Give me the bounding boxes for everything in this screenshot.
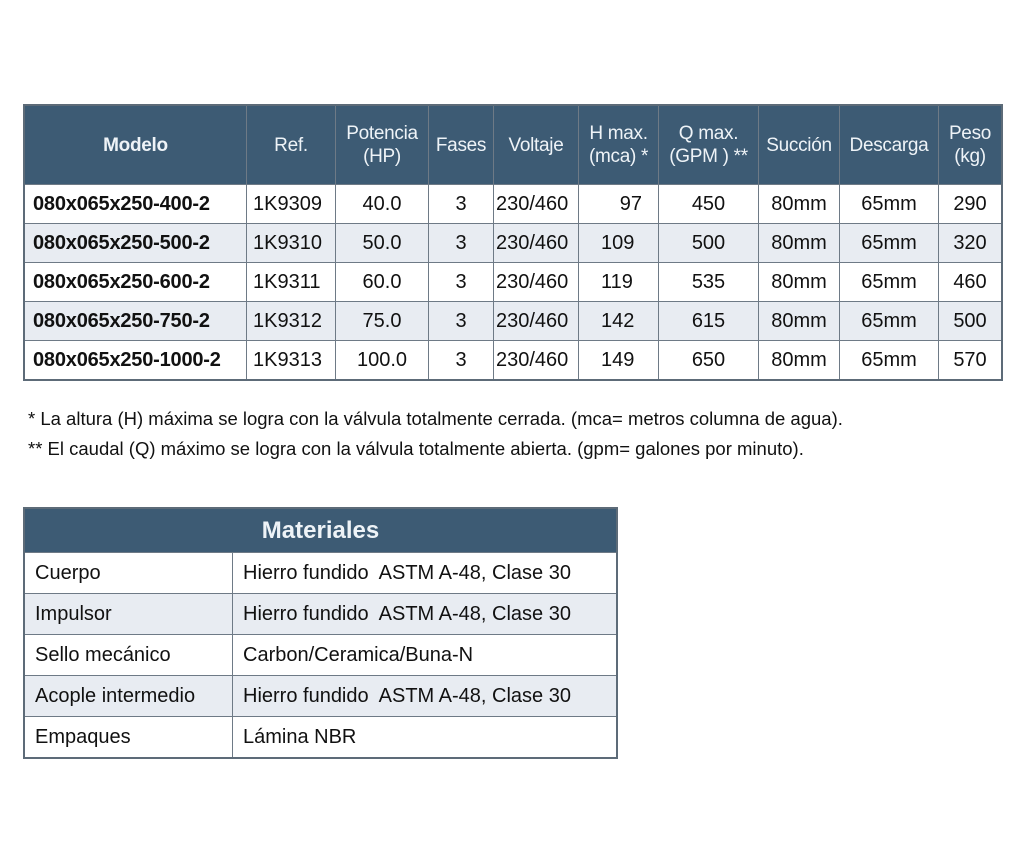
cell-hmax: 142: [579, 302, 659, 341]
header-modelo: Modelo: [24, 105, 247, 185]
cell-succion: 80mm: [759, 341, 840, 381]
cell-potencia: 40.0: [336, 185, 429, 224]
cell-succion: 80mm: [759, 263, 840, 302]
cell-part: Empaques: [24, 717, 233, 759]
cell-modelo: 080x065x250-500-2: [24, 224, 247, 263]
cell-part: Acople intermedio: [24, 676, 233, 717]
cell-succion: 80mm: [759, 224, 840, 263]
footnote-hmax: * La altura (H) máxima se logra con la válvula totalmente cerrada. (mca= metros columna de agua).: [28, 408, 843, 429]
cell-potencia: 100.0: [336, 341, 429, 381]
cell-part: Cuerpo: [24, 553, 233, 594]
cell-ref: 1K9312: [247, 302, 336, 341]
table-row: [24, 635, 617, 676]
cell-fases: 3: [429, 224, 494, 263]
cell-succion: 80mm: [759, 302, 840, 341]
cell-descarga: 65mm: [840, 302, 939, 341]
cell-succion: 80mm: [759, 185, 840, 224]
cell-fases: 3: [429, 302, 494, 341]
cell-voltaje: 230/460: [494, 263, 579, 302]
cell-hmax: 149: [579, 341, 659, 381]
cell-fases: 3: [429, 341, 494, 381]
cell-qmax: 650: [659, 341, 759, 381]
table-row: [24, 676, 617, 717]
cell-part: Impulsor: [24, 594, 233, 635]
cell-hmax: 97: [579, 185, 659, 224]
cell-part: Sello mecánico: [24, 635, 233, 676]
cell-material: Hierro fundido ASTM A-48, Clase 30: [233, 594, 618, 635]
cell-descarga: 65mm: [840, 341, 939, 381]
cell-ref: 1K9313: [247, 341, 336, 381]
cell-peso: 320: [939, 224, 1003, 263]
cell-modelo: 080x065x250-600-2: [24, 263, 247, 302]
cell-voltaje: 230/460: [494, 302, 579, 341]
cell-ref: 1K9310: [247, 224, 336, 263]
cell-qmax: 535: [659, 263, 759, 302]
cell-peso: 460: [939, 263, 1003, 302]
cell-voltaje: 230/460: [494, 224, 579, 263]
table-row: [24, 594, 617, 635]
header-voltaje: Voltaje: [494, 105, 579, 185]
cell-qmax: 450: [659, 185, 759, 224]
cell-descarga: 65mm: [840, 185, 939, 224]
cell-potencia: 60.0: [336, 263, 429, 302]
table-row: [24, 224, 1002, 263]
cell-descarga: 65mm: [840, 263, 939, 302]
header-qmax: Q max. (GPM ) **: [659, 105, 759, 185]
table-row: [24, 717, 617, 759]
cell-hmax: 119: [579, 263, 659, 302]
table-row: [24, 341, 1002, 381]
table-row: [24, 553, 617, 594]
header-succion: Succión: [759, 105, 840, 185]
table-row: [24, 263, 1002, 302]
cell-fases: 3: [429, 263, 494, 302]
cell-qmax: 500: [659, 224, 759, 263]
cell-hmax: 109: [579, 224, 659, 263]
header-peso: Peso (kg): [939, 105, 1003, 185]
header-descarga: Descarga: [840, 105, 939, 185]
cell-material: Hierro fundido ASTM A-48, Clase 30: [233, 553, 618, 594]
spec-header-row: [24, 105, 1002, 185]
cell-descarga: 65mm: [840, 224, 939, 263]
header-potencia: Potencia (HP): [336, 105, 429, 185]
cell-modelo: 080x065x250-1000-2: [24, 341, 247, 381]
cell-potencia: 75.0: [336, 302, 429, 341]
footnotes: [28, 404, 843, 464]
materials-title: Materiales: [24, 508, 617, 553]
cell-voltaje: 230/460: [494, 341, 579, 381]
cell-potencia: 50.0: [336, 224, 429, 263]
table-row: [24, 302, 1002, 341]
header-ref: Ref.: [247, 105, 336, 185]
header-hmax: H max. (mca) *: [579, 105, 659, 185]
footnote-qmax: ** El caudal (Q) máximo se logra con la válvula totalmente abierta. (gpm= galones por minuto).: [28, 438, 804, 459]
cell-modelo: 080x065x250-750-2: [24, 302, 247, 341]
cell-modelo: 080x065x250-400-2: [24, 185, 247, 224]
cell-voltaje: 230/460: [494, 185, 579, 224]
cell-ref: 1K9309: [247, 185, 336, 224]
cell-material: Lámina NBR: [233, 717, 618, 759]
cell-peso: 570: [939, 341, 1003, 381]
pump-spec-table: [23, 104, 1003, 381]
cell-ref: 1K9311: [247, 263, 336, 302]
cell-qmax: 615: [659, 302, 759, 341]
cell-peso: 290: [939, 185, 1003, 224]
cell-fases: 3: [429, 185, 494, 224]
cell-material: Hierro fundido ASTM A-48, Clase 30: [233, 676, 618, 717]
table-row: [24, 185, 1002, 224]
header-fases: Fases: [429, 105, 494, 185]
cell-peso: 500: [939, 302, 1003, 341]
cell-material: Carbon/Ceramica/Buna-N: [233, 635, 618, 676]
materials-table: [23, 507, 618, 759]
